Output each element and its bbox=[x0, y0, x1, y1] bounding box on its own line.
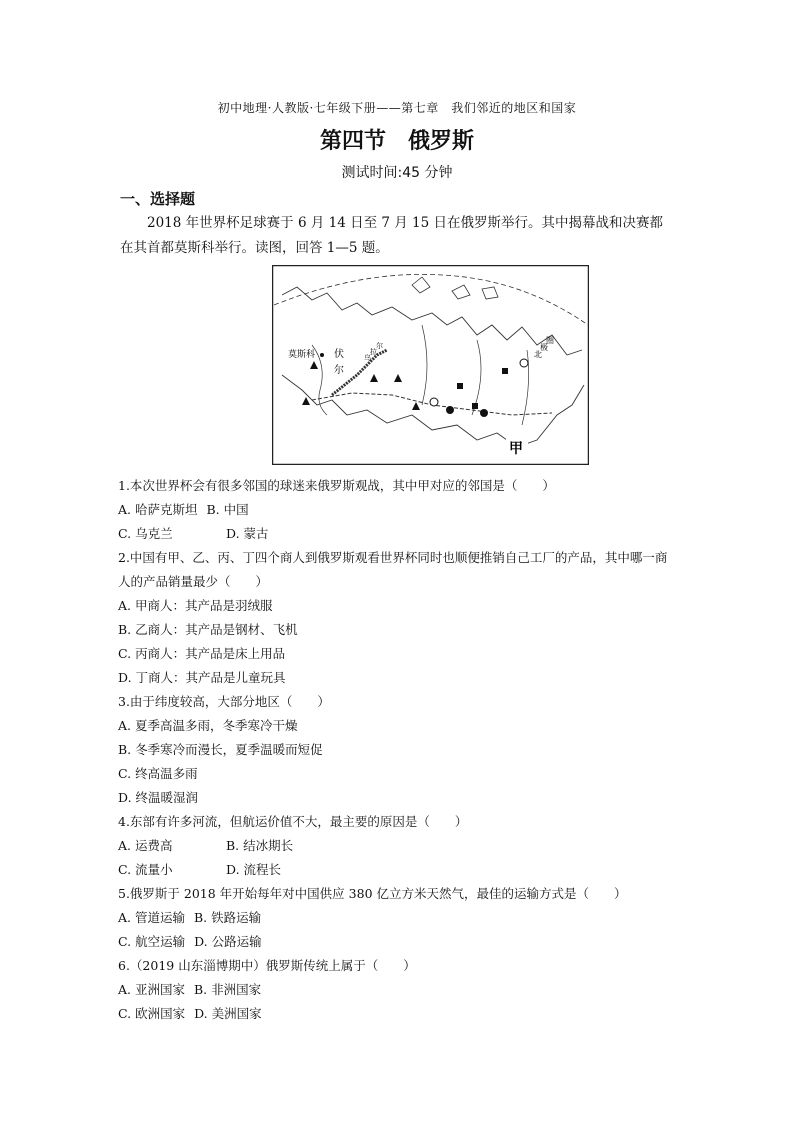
question-stem: 6.（2019 山东淄博期中）俄罗斯传统上属于（ ） bbox=[118, 958, 416, 973]
page-title: 第四节 俄罗斯 bbox=[319, 129, 474, 154]
map-label: 乌 bbox=[364, 354, 371, 362]
option[interactable]: B. 铁路运输 bbox=[193, 910, 262, 925]
metal-marker bbox=[430, 398, 438, 406]
option-row bbox=[118, 498, 678, 522]
map-label: 拉 bbox=[370, 348, 377, 356]
option[interactable]: C. 丙商人：其产品是床上用品 bbox=[118, 646, 286, 661]
intro-text: 2018 年世界杯足球赛于 6 月 14 日至 7 月 15 日在俄罗斯举行。其中揭幕战和决赛都在其首都莫斯科举行。读图，回答 1—5 题。 bbox=[120, 215, 664, 256]
label-moscow: 莫斯科 bbox=[288, 350, 316, 360]
option[interactable]: B. 冬季寒冷而漫长，夏季温暖而短促 bbox=[118, 742, 323, 757]
metal-marker bbox=[480, 409, 488, 417]
map-label: 极 bbox=[540, 343, 548, 352]
option[interactable]: C. 欧洲国家 bbox=[118, 1006, 186, 1021]
question-6 bbox=[118, 954, 678, 1026]
intro-paragraph bbox=[120, 211, 675, 261]
label-jia: 甲 bbox=[509, 441, 523, 457]
option[interactable]: A. 甲商人：其产品是羽绒服 bbox=[118, 598, 273, 613]
question-4 bbox=[118, 810, 678, 882]
option[interactable]: C. 终高温多雨 bbox=[118, 766, 198, 781]
option-row bbox=[118, 978, 678, 1002]
option[interactable]: A. 运费高 bbox=[118, 838, 173, 853]
option[interactable]: B. 乙商人：其产品是钢材、飞机 bbox=[118, 622, 298, 637]
question-stem: 5.俄罗斯于 2018 年开始每年对中国供应 380 亿立方米天然气，最佳的运输方式是（ ） bbox=[118, 886, 627, 901]
moscow-point bbox=[320, 353, 324, 357]
coal-marker bbox=[457, 383, 463, 389]
option[interactable]: D. 终温暖湿润 bbox=[118, 790, 199, 805]
map-label: 北 bbox=[534, 350, 542, 359]
question-list bbox=[118, 474, 678, 1026]
option[interactable]: B. 非洲国家 bbox=[193, 982, 262, 997]
option[interactable]: C. 航空运输 bbox=[118, 934, 186, 949]
question-5 bbox=[118, 882, 678, 954]
question-2 bbox=[118, 546, 678, 690]
option[interactable]: D. 丁商人：其产品是儿童玩具 bbox=[118, 670, 286, 685]
option[interactable]: A. 管道运输 bbox=[118, 910, 185, 925]
option-row bbox=[118, 1002, 678, 1026]
metal-marker bbox=[446, 406, 454, 414]
map-label: 圈 bbox=[546, 336, 554, 345]
russia-map bbox=[272, 265, 589, 465]
page-header: 初中地理·人教版·七年级下册——第七章 我们邻近的地区和国家 bbox=[217, 101, 577, 115]
option-row bbox=[118, 522, 678, 546]
metal-marker bbox=[520, 359, 528, 367]
option[interactable]: B. 中国 bbox=[206, 502, 249, 517]
option[interactable]: A. 夏季高温多雨，冬季寒冷干燥 bbox=[118, 718, 298, 733]
option-row bbox=[118, 834, 678, 858]
question-stem: 4.东部有许多河流，但航运价值不大，最主要的原因是（ ） bbox=[118, 814, 468, 829]
question-stem: 3.由于纬度较高，大部分地区（ ） bbox=[118, 694, 330, 709]
option[interactable]: A. 亚洲国家 bbox=[118, 982, 185, 997]
option[interactable]: C. 乌克兰 bbox=[118, 526, 173, 541]
option-row bbox=[118, 858, 678, 882]
question-3 bbox=[118, 690, 678, 810]
option[interactable]: D. 蒙古 bbox=[226, 526, 269, 541]
map-label: 尔 bbox=[334, 365, 344, 376]
option-row bbox=[118, 906, 678, 930]
section-heading: 一、选择题 bbox=[120, 190, 196, 208]
option[interactable]: D. 美洲国家 bbox=[194, 1006, 262, 1021]
coal-marker bbox=[502, 368, 508, 374]
question-1 bbox=[118, 474, 678, 546]
test-duration: 测试时间:45 分钟 bbox=[341, 165, 453, 181]
question-stem: 1.本次世界杯会有很多邻国的球迷来俄罗斯观战，其中甲对应的邻国是（ ） bbox=[118, 478, 555, 493]
option[interactable]: D. 公路运输 bbox=[194, 934, 262, 949]
option[interactable]: A. 哈萨克斯坦 bbox=[118, 502, 198, 517]
question-stem: 2.中国有甲、乙、丙、丁四个商人到俄罗斯观看世界杯同时也顺便推销自己工厂的产品，其中哪一商人的产品销量最少（ ） bbox=[118, 550, 668, 589]
coal-marker bbox=[472, 403, 478, 409]
option[interactable]: B. 结冰期长 bbox=[226, 838, 294, 853]
map-label: 伏 bbox=[334, 349, 344, 360]
option[interactable]: C. 流量小 bbox=[118, 862, 173, 877]
option[interactable]: D. 流程长 bbox=[226, 862, 282, 877]
option-row bbox=[118, 930, 678, 954]
map-label: 尔 bbox=[376, 342, 383, 350]
